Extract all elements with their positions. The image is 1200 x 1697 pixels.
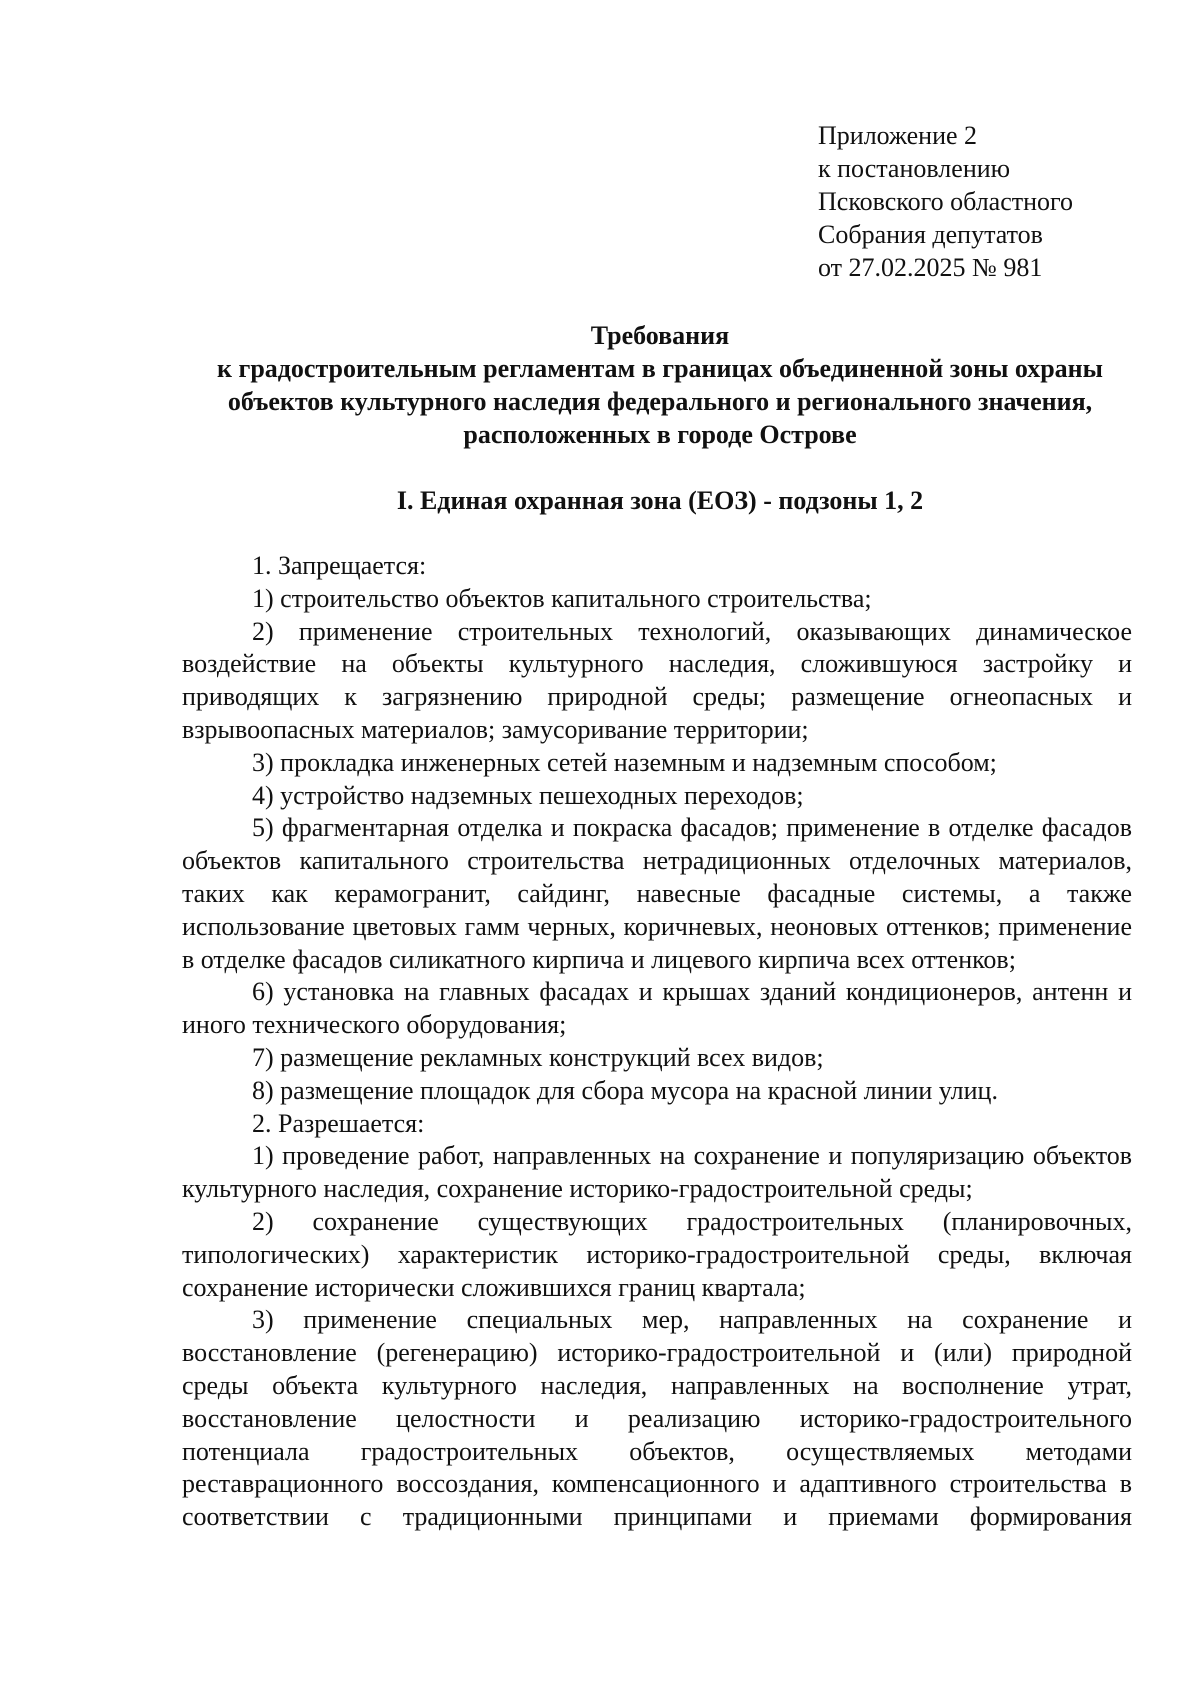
paragraph: 6) установка на главных фасадах и крышах зданий кондиционеров, антенн и иного технического оборудования; — [182, 977, 1132, 1040]
document-body — [182, 550, 1132, 1534]
paragraph: 4) устройство надземных пешеходных переходов; — [252, 780, 804, 810]
paragraph: 5) фрагментарная отделка и покраска фасадов; применение в отделке фасадов объектов капитального строительства нетрадиционных отделочных материалов, таких как керамогранит, сайдинг, навесные фасадные системы, а также использование цветовых гамм черных, коричневых, неоновых оттенков; применение в отделке фасадов силикатного кирпича и лицевого кирпича всех оттенков; — [182, 813, 1132, 974]
paragraph: 3) прокладка инженерных сетей наземным и надземным способом; — [252, 747, 997, 777]
approval-line: Приложение 2 — [818, 121, 978, 150]
title-line: расположенных в городе Острове — [463, 420, 857, 449]
paragraph: 1) строительство объектов капитального строительства; — [252, 583, 872, 613]
approval-line: Псковского областного — [818, 187, 1074, 216]
paragraph: 1) проведение работ, направленных на сохранение и популяризацию объектов культурного наследия, сохранение историко-градостроительной среды; — [182, 1141, 1132, 1204]
paragraph: 2) сохранение существующих градостроительных (планировочных, типологических) характеристик историко-градостроительной среды, включая сохранение исторически сложившихся границ квартала; — [182, 1206, 1132, 1302]
paragraph: 3) применение специальных мер, направленных на сохранение и восстановление (регенерацию) историко-градостроительной и (или) природной среды объекта культурного наследия, направленных на восполнение утрат, восстановление целостности и реализацию историко-градостроительного потенциала градостроительных объектов, осуществляемых методами реставрационного воссоздания, компенсационного и адаптивного строительства в соответствии с традиционными принципами и приемами формирования — [182, 1305, 1132, 1532]
title-line: объектов культурного наследия федерального и регионального значения, — [227, 387, 1093, 416]
paragraph: 7) размещение рекламных конструкций всех видов; — [252, 1042, 824, 1072]
approval-line: от 27.02.2025 № 981 — [818, 253, 1043, 282]
document-title — [170, 319, 1150, 451]
paragraph: 8) размещение площадок для сбора мусора на красной линии улиц. — [252, 1075, 998, 1105]
section-heading: I. Единая охранная зона (ЕОЗ) - подзоны 1, 2 — [396, 486, 924, 515]
paragraph: 2) применение строительных технологий, оказывающих динамическое воздействие на объекты культурного наследия, сложившуюся застройку и приводящих к загрязнению природной среды; размещение огнеопасных и взрывоопасных материалов; замусоривание территории; — [182, 616, 1132, 744]
paragraph: 2. Разрешается: — [252, 1108, 425, 1138]
approval-line: Собрания депутатов — [818, 220, 1043, 249]
approval-stamp — [818, 119, 1178, 284]
title-line: к градостроительным регламентам в границах объединенной зоны охраны — [217, 354, 1103, 383]
title-line: Требования — [590, 321, 730, 350]
approval-line: к постановлению — [818, 154, 1011, 183]
paragraph: 1. Запрещается: — [252, 551, 427, 580]
